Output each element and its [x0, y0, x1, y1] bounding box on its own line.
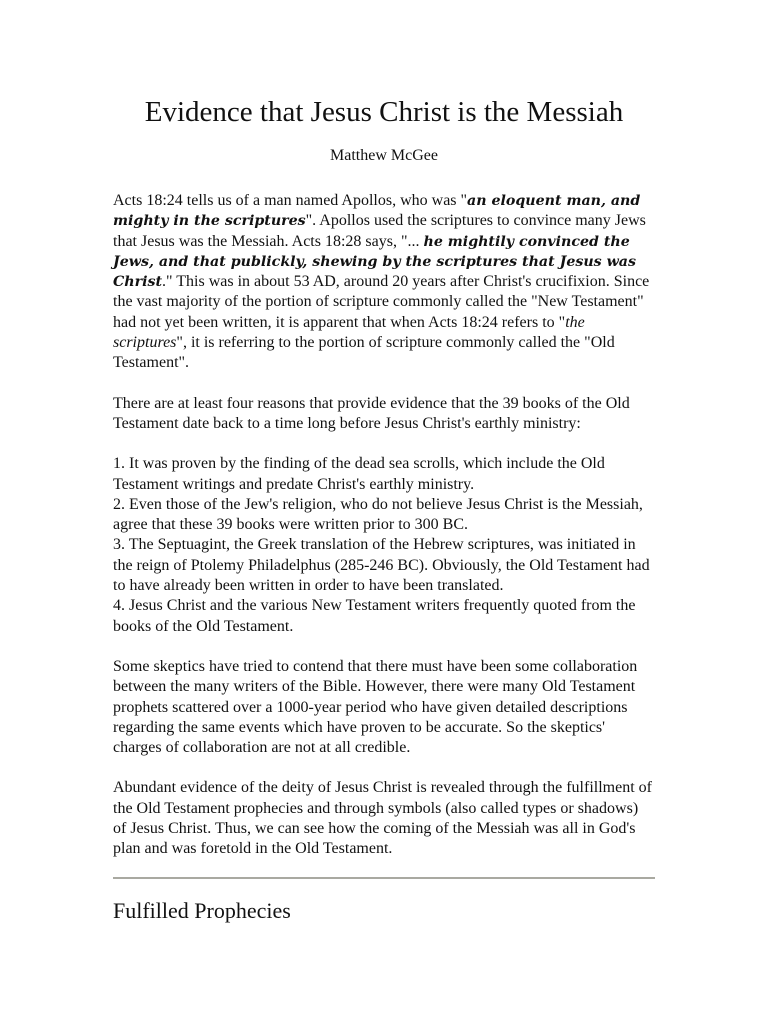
intro-paragraph [113, 191, 655, 374]
scripture-quote-acts-18-28: he mightily convinced the Jews, and that publickly, shewing by the scriptures that Jesus was Christ [113, 233, 636, 291]
section-divider [113, 877, 655, 879]
deity-evidence-paragraph: Abundant evidence of the deity of Jesus Christ is revealed through the fulfillment of the Old Testament prophecies and through symbols (also called types or shadows) of Jesus Christ. Thus, we can see how the coming of the Messiah was all in God's plan and was foretold in the Old Testament. [113, 779, 652, 858]
page-title: Evidence that Jesus Christ is the Messiah [144, 96, 624, 128]
section-heading-fulfilled-prophecies: Fulfilled Prophecies [113, 897, 291, 923]
skeptics-paragraph: Some skeptics have tried to contend that there must have been some collaboration between the many writers of the Bible. However, there were many Old Testament prophets scattered over a 1000-year period who have given detailed descriptions regarding the same events which have proven to be accurate. So the skeptics' charges of collaboration are not at all credible. [113, 657, 638, 757]
reasons-intro-paragraph: There are at least four reasons that provide evidence that the 39 books of the Old Testament date back to a time long before Jesus Christ's earthly ministry: [113, 394, 630, 432]
intro-text-3: ." This was in about 53 AD, around 20 years after Christ's crucifixion. Since the vast majority of the portion of scripture commonly called the "New Testament" had not yet been written, it is apparent that when Acts 18:24 refers to " [113, 273, 650, 331]
scripture-quote-apollos: an eloquent man, and mighty in the scriptures [113, 193, 641, 230]
author-line: Matthew McGee [330, 147, 438, 164]
intro-text-2: ". Apollos used the scriptures to convince many Jews that Jesus was the Messiah. Acts 18:28 says, "... [113, 212, 646, 250]
scripture-quote-the-scriptures: the scriptures [113, 313, 585, 352]
reason-item: 2. Even those of the Jew's religion, who do not believe Jesus Christ is the Messiah, agree that these 39 books were written prior to 300 BC. [113, 495, 643, 534]
reason-item: 4. Jesus Christ and the various New Testament writers frequently quoted from the books of the Old Testament. [113, 597, 636, 635]
reasons-list [113, 454, 655, 637]
reason-item: 1. It was proven by the finding of the dead sea scrolls, which include the Old Testament writings and predate Christ's earthly ministry. [113, 455, 605, 493]
reason-item: 3. The Septuagint, the Greek translation of the Hebrew scriptures, was initiated in the reign of Ptolemy Philadelphus (285-246 BC). Obviously, the Old Testament had to have already been written in order to have been translated. [113, 536, 650, 595]
intro-text-1: Acts 18:24 tells us of a man named Apollos, who was " [113, 192, 468, 209]
intro-text-4: ", it is referring to the portion of scripture commonly called the "Old Testament". [113, 334, 615, 372]
